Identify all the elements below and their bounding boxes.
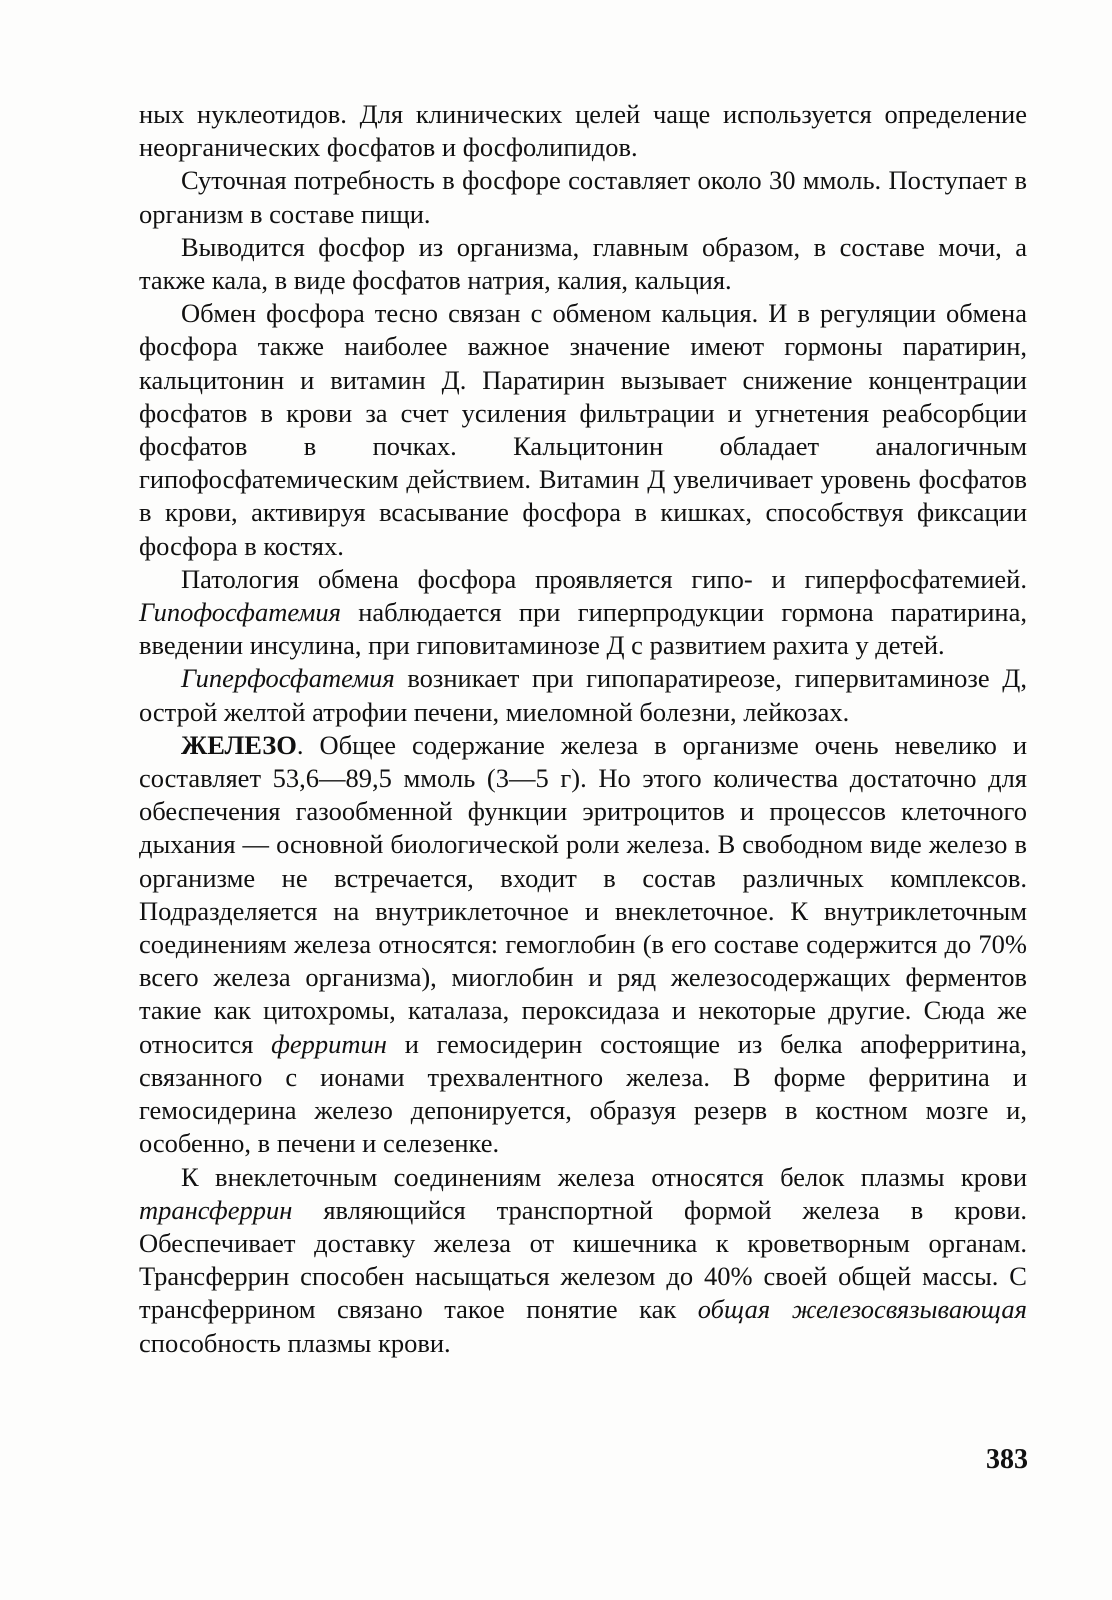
body-text	[139, 98, 1027, 1360]
text-run: ных нуклеотидов. Для клинических целей чаще используется определение неорганических фосфатов и фосфолипидов.	[139, 99, 1027, 163]
term-hypophosphatemia: Гипофосфатемия	[139, 597, 341, 628]
text-run: возникает при гипопаратиреозе, гипервитаминозе Д, острой желтой атрофии печени, миеломной болезни, лейкозах.	[139, 663, 1027, 727]
section-heading-iron: ЖЕЛЕЗО	[181, 729, 297, 760]
text-run: способность плазмы крови.	[139, 1327, 451, 1358]
term-total-iron-binding: общая железосвязывающая	[697, 1294, 1027, 1325]
text-run: и гемосидерин состоящие из белка апоферритина, связанного с ионами трехвалентного железа. В форме ферритина и гемосидерина железо депонируется, образуя резерв в костном мозге и, особенно, в печени и селезенке.	[139, 1028, 1027, 1159]
paragraph-hyperphosphatemia	[139, 662, 1027, 728]
paragraph-phosphorus-requirement	[139, 164, 1027, 230]
term-ferritin: ферритин	[271, 1028, 387, 1059]
text-run: . Общее содержание железа в организме очень невелико и составляет 53,6—89,5 ммоль (3—5 г). Но этого количества достаточно для обеспечения газообменной функции эритроцитов и процессов клеточного дыхания — основной биологической роли железа. В свободном виде железо в организме не встречается, входит в состав различных комплексов. Подразделяется на внутриклеточное и внеклеточное. К внутриклеточным соединениям железа относятся: гемоглобин (в его составе содержится до 70% всего железа организма), миоглобин и ряд железосодержащих ферментов такие как цитохромы, каталаза, пероксидаза и некоторые другие. Сюда же относится	[139, 729, 1027, 1059]
text-run: являющийся транспортной формой железа в крови. Обеспечивает доставку железа от кишечника к кроветворным органам. Трансферрин способен насыщаться железом до 40% своей общей массы. С трансферрином связано такое понятие как	[139, 1194, 1027, 1325]
text-run: К внеклеточным соединениям железа относятся белок плазмы крови	[181, 1161, 1027, 1192]
text-run: Выводится фосфор из организма, главным образом, в составе мочи, а также кала, в виде фосфатов натрия, калия, кальция.	[139, 231, 1027, 296]
text-run: наблюдается при гиперпродукции гормона паратирина, введении инсулина, при гиповитаминозе Д с развитием рахита у детей.	[139, 597, 1027, 661]
paragraph-continuation	[139, 98, 1027, 164]
paragraph-iron	[139, 729, 1027, 1161]
text-run: Обмен фосфора тесно связан с обменом кальция. И в регуляции обмена фосфора также наиболее важное значение имеют гормоны паратирин, кальцитонин и витамин Д. Паратирин вызывает снижение концентрации фосфатов в крови за счет усиления фильтрации и угнетения реабсорбции фосфатов в почках. Кальцитонин обладает аналогичным гипофосфатемическим действием. Витамин Д увеличивает уровень фосфатов в крови, активируя всасывание фосфора в кишках, способствуя фиксации фосфора в костях.	[139, 298, 1027, 561]
paragraph-extracellular-iron	[139, 1161, 1027, 1360]
text-run: Суточная потребность в фосфоре составляет около 30 ммоль. Поступает в организм в составе пищи.	[139, 165, 1027, 229]
term-transferrin: трансферрин	[139, 1194, 293, 1225]
paragraph-phosphorus-regulation	[139, 297, 1027, 563]
term-hyperphosphatemia: Гиперфосфатемия	[181, 663, 395, 694]
paragraph-phosphorus-pathology	[139, 563, 1027, 663]
paragraph-phosphorus-excretion	[139, 231, 1027, 297]
text-run: Патология обмена фосфора проявляется гипо- и гиперфосфатемией.	[181, 563, 1027, 594]
page-number: 383	[986, 1444, 1028, 1475]
